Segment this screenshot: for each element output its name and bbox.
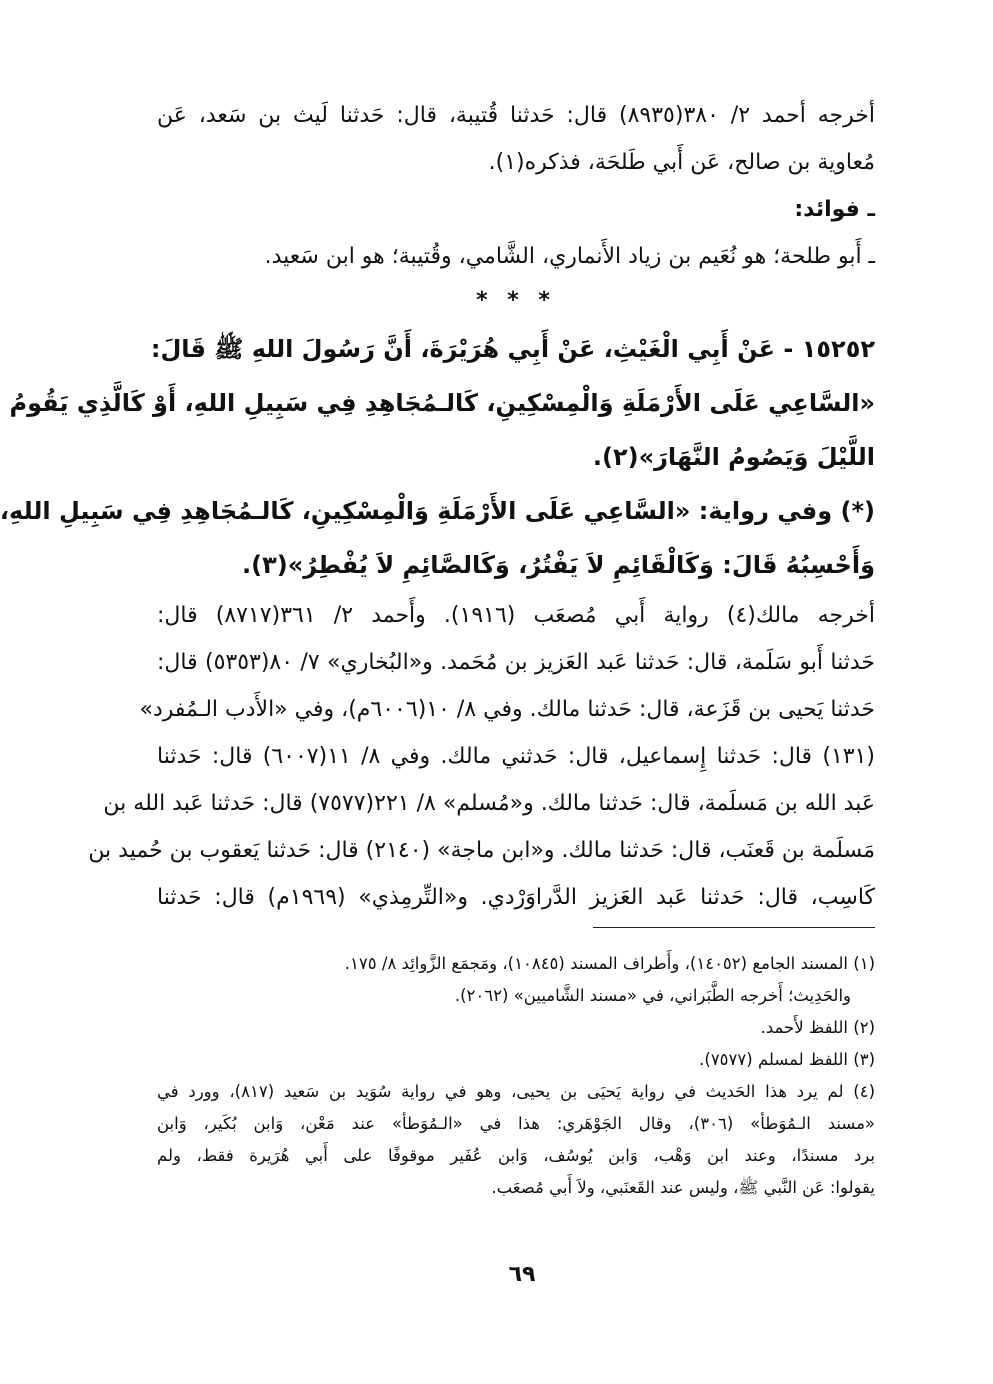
text-line: عَبد الله بن مَسلَمة، قال: حَدثنا مالك. و«مُسلم» ٨/ ٢٢١(٧٥٧٧) قال: حَدثنا عَبد الله بن <box>103 791 875 816</box>
text-line: أخرجه مالك(٤) رواية أَبي مُصعَب (١٩١٦). وأَحمد ٢/ ٣٦١(٨٧١٧) قال: <box>157 603 875 628</box>
main-text <box>0 92 875 921</box>
text-line: مَسلَمة بن قَعنَب، قال: حَدثنا مالك. و«ابن ماجة» (٢١٤٠) قال: حَدثنا يَعقوب بن حُميد بن <box>88 838 875 863</box>
text-line: أخرجه أحمد ٢/ ٣٨٠(٨٩٣٥) قال: حَدثنا قُتيبة، قال: حَدثنا لَيث بن سَعد، عَن <box>157 103 875 128</box>
section-heading: ـ فوائد: <box>794 197 875 222</box>
footnote-line: والحَدِيث؛ أَخرجه الطَّبَراني، في «مسند الشَّاميين» (٢٠٦٢). <box>454 986 851 1005</box>
footnote-line: (٢) اللفظ لأَحمد. <box>760 1018 875 1037</box>
section-separator: * * * <box>476 288 556 313</box>
hadith-variant: وَأَحْسِبُهُ قَالَ: وَكَالْقَائِمِ لاَ يَفْتُرُ، وَكَالصَّائِمِ لاَ يُفْطِرُ»(٣). <box>242 551 875 579</box>
footnote-line: «مسند الـمُوَطأ» (٣٠٦)، وقال الجَوْهَري: هذا في «الـمُوَطأ» عند مَعْن، وَابن بُكَير، وَابن <box>157 1114 875 1133</box>
footnote-separator <box>593 927 875 928</box>
hadith-text: «السَّاعِي عَلَى الأَرْمَلَةِ وَالْمِسْكِينِ، كَالـمُجَاهِدِ فِي سَبِيلِ اللهِ، أَوْ كَالَّذِي يَقُومُ <box>9 389 875 417</box>
hadith-text: اللَّيْلَ وَيَصُومُ النَّهَارَ»(٢). <box>592 443 875 471</box>
footnote-line: (٣) اللفظ لمسلم (٧٥٧٧). <box>699 1050 875 1069</box>
hadith-variant: (*) وفي رواية: «السَّاعِي عَلَى الأَرْمَلَةِ وَالْمِسْكِينِ، كَالـمُجَاهِدِ فِي سَبِيلِ اللهِ، <box>0 497 875 525</box>
footnote-line: يقولوا: عَن النَّبي ﷺ، وليس عند القَعنَبي، ولاَ أَبي مُصعَب. <box>491 1178 875 1197</box>
text-line: (١٣١) قال: حَدثنا إِسماعيل، قال: حَدثني مالك. وفي ٨/ ١١(٦٠٠٧) قال: حَدثنا <box>157 744 875 769</box>
footnote-line: (٤) لم يرد هذا الحَديث في رواية يَحيَى بن يحيى، وهو في رواية سُوَيد بن سَعيد (٨١٧)، وورد في <box>157 1082 875 1101</box>
text-line: مُعاوية بن صالح، عَن أَبي طَلحَة، فذكره(١). <box>488 150 875 175</box>
page-number: ٦٩ <box>508 1262 536 1287</box>
text-line: ـ أَبو طلحة؛ هو نُعَيم بن زياد الأَنماري، الشَّامي، وقُتيبة؛ هو ابن سَعيد. <box>264 244 875 269</box>
hadith-header: ١٥٢٥٢ - عَنْ أَبِي الْغَيْثِ، عَنْ أَبِي هُرَيْرَةَ، أَنَّ رَسُولَ اللهِ ﷺ قَالَ: <box>150 335 875 363</box>
footnotes <box>157 948 875 1204</box>
footnote-line: برد مسندًا، وعند ابن وَهْب، وَابن يُوسُف، وَابن عُفَير موقوفًا على أَبي هُرَيرة فقط، ولم <box>157 1146 875 1165</box>
text-line: كَاسِب، قال: حَدثنا عَبد العَزيز الدَّراوَرْدي. و«التِّرمِذي» (١٩٦٩م) قال: حَدثنا <box>157 885 875 910</box>
footnote-line: (١) المسند الجامع (١٤٠٥٢)، وأَطراف المسند (١٠٨٤٥)، ومَجمَع الزَّوائِد ٨/ ١٧٥. <box>344 954 875 973</box>
text-line: حَدثنا يَحيى بن قَزَعة، قال: حَدثنا مالك. وفي ٨/ ١٠(٦٠٠٦م)، وفي «الأَدب الـمُفرد» <box>139 697 875 722</box>
text-line: حَدثنا أَبو سَلَمة، قال: حَدثنا عَبد العَزيز بن مُحَمد. و«البُخاري» ٧/ ٨٠(٥٣٥٣) قال: <box>157 650 875 675</box>
